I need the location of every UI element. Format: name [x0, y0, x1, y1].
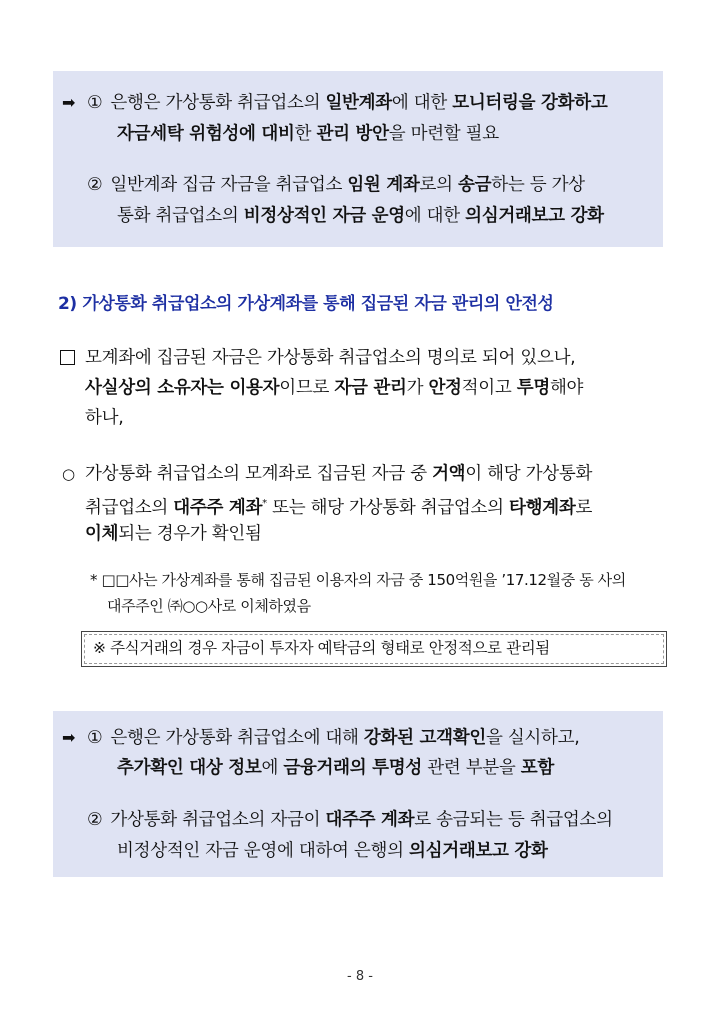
square-item-line1: 모계좌에 집금된 자금은 가상통화 취급업소의 명의로 되어 있으나, [85, 348, 576, 368]
box1-item1-line2: 자금세탁 위험성에 대비한 관리 방안을 마련할 필요 [117, 124, 499, 144]
section-heading: 2) 가상통화 취급업소의 가상계좌를 통해 집금된 자금 관리의 안전성 [58, 294, 554, 314]
square-item-line2: 사실상의 소유자는 이용자이므로 자금 관리가 안정적이고 투명해야 [85, 378, 584, 398]
box2-item1-line1: ① 은행은 가상통화 취급업소에 대해 강화된 고객확인을 실시하고, [87, 728, 580, 748]
page-number: - 8 - [347, 969, 373, 984]
square-item-line3: 하나, [85, 408, 124, 428]
circle-item-line3: 이체되는 경우가 확인됨 [85, 524, 262, 544]
box2-item2-line2: 비정상적인 자금 운영에 대하여 은행의 의심거래보고 강화 [117, 841, 548, 861]
box1-item1-line1: ① 은행은 가상통화 취급업소의 일반계좌에 대한 모니터링을 강화하고 [87, 93, 608, 113]
box2-item1-line2: 추가확인 대상 정보에 금융거래의 투명성 관련 부분을 포함 [117, 758, 554, 778]
arrow-icon: ➡ [62, 93, 76, 112]
footnote-line2: 대주주인 ㈜○○사로 이체하였음 [107, 597, 311, 615]
circle-item-line1: 가상통화 취급업소의 모계좌로 집금된 자금 중 거액이 해당 가상통화 [85, 464, 593, 484]
circle-item-line2: 취급업소의 대주주 계좌* 또는 해당 가상통화 취급업소의 타행계좌로 [85, 497, 593, 518]
box1-item2-line1: ② 일반계좌 집금 자금을 취급업소 임원 계좌로의 송금하는 등 가상 [87, 175, 585, 195]
box2-item2-line1: ② 가상통화 취급업소의 자금이 대주주 계좌로 송금되는 등 취급업소의 [87, 810, 613, 830]
footnote-line1: * □□사는 가상계좌를 통해 집금된 이용자의 자금 중 150억원을 ’17.12월중 동 사의 [90, 571, 626, 589]
arrow-icon-2: ➡ [62, 728, 76, 747]
note-text: ※ 주식거래의 경우 자금이 투자자 예탁금의 형태로 안정적으로 관리됨 [93, 639, 550, 657]
box1-item2-line2: 통화 취급업소의 비정상적인 자금 운영에 대한 의심거래보고 강화 [117, 206, 604, 226]
checkbox-square-icon [60, 350, 75, 365]
circle-bullet-icon: ○ [62, 465, 76, 483]
